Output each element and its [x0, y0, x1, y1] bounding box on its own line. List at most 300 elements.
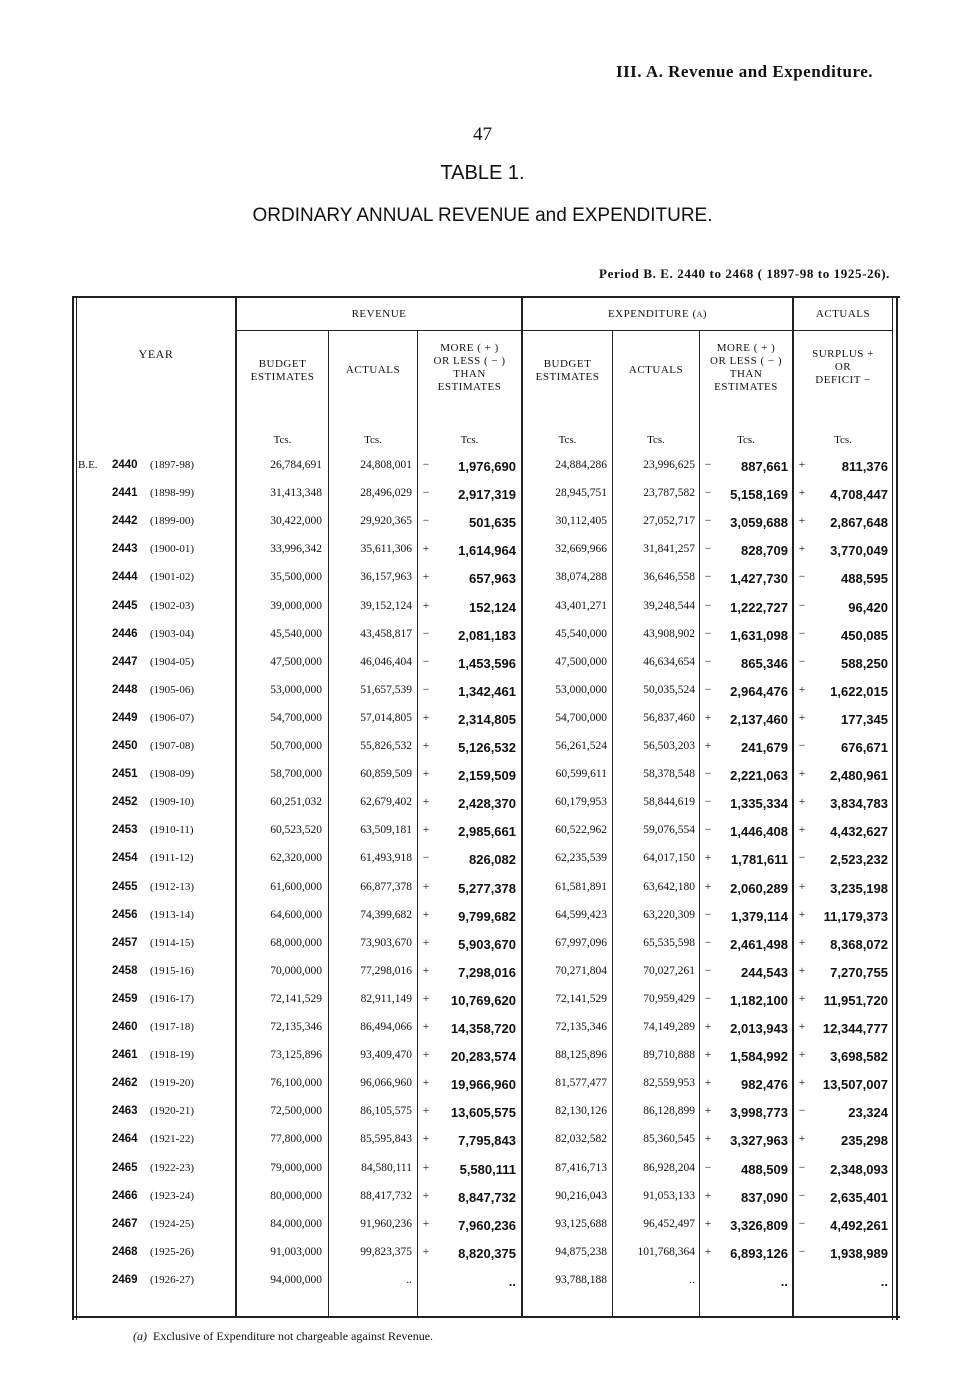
- table-row: [72, 1241, 900, 1269]
- expenditure-budget: 64,599,423: [555, 908, 607, 921]
- revenue-sign: −: [422, 627, 430, 640]
- year-be: 2447: [112, 655, 138, 668]
- surplus-sign: +: [798, 1133, 806, 1146]
- year-be: 2461: [112, 1049, 138, 1062]
- revenue-difference: 501,635: [469, 515, 516, 531]
- surplus-sign: +: [798, 964, 806, 977]
- year-be: 2445: [112, 599, 138, 612]
- revenue-sign: +: [422, 992, 430, 1005]
- expenditure-actual: 101,768,364: [637, 1245, 695, 1258]
- surplus-sign: +: [798, 1021, 806, 1033]
- year-be: 2446: [112, 627, 138, 640]
- surplus-deficit: ..: [880, 1273, 888, 1289]
- expenditure-actual: 56,837,460: [643, 711, 695, 724]
- revenue-budget: 62,320,000: [270, 852, 322, 865]
- unit-label: Tcs.: [737, 434, 755, 446]
- expenditure-actual: 31,841,257: [643, 543, 695, 556]
- revenue-actual: 55,826,532: [360, 740, 412, 752]
- revenue-difference: 7,298,016: [458, 964, 516, 980]
- col-group-actuals: ACTUALS: [815, 308, 871, 320]
- expenditure-difference: 2,137,460: [730, 711, 788, 727]
- revenue-actual: 60,859,509: [360, 768, 412, 781]
- surplus-sign: +: [798, 824, 806, 837]
- surplus-deficit: 450,085: [841, 627, 888, 643]
- expenditure-actual: 56,503,203: [643, 740, 695, 752]
- expenditure-difference: 1,584,992: [730, 1049, 788, 1065]
- revenue-budget: 91,003,000: [270, 1245, 322, 1258]
- revenue-budget: 61,600,000: [270, 880, 322, 893]
- revenue-difference: 2,917,319: [458, 487, 516, 503]
- surplus-deficit: 4,432,627: [830, 824, 888, 840]
- expenditure-budget: 47,500,000: [555, 655, 607, 668]
- revenue-sign: +: [422, 1189, 430, 1202]
- table-row: [72, 1213, 900, 1241]
- revenue-budget: 79,000,000: [270, 1161, 322, 1174]
- expenditure-actual: 82,559,953: [643, 1077, 695, 1090]
- year-be: 2441: [112, 487, 138, 500]
- surplus-deficit: 676,671: [841, 740, 888, 755]
- expenditure-difference: 1,446,408: [730, 824, 788, 840]
- expenditure-difference: 2,461,498: [730, 936, 788, 952]
- revenue-budget: 58,700,000: [270, 768, 322, 781]
- table-row: [72, 1100, 900, 1128]
- expenditure-budget: 81,577,477: [555, 1077, 607, 1090]
- surplus-sign: +: [798, 543, 806, 556]
- year-gregorian: (1914-15): [150, 936, 194, 949]
- col-rev-more-less: MORE ( + ) OR LESS ( − ) THAN ESTIMATES: [433, 342, 506, 393]
- revenue-sign: +: [422, 1161, 430, 1174]
- revenue-sign: +: [422, 964, 430, 977]
- year-gregorian: (1905-06): [150, 683, 194, 696]
- expenditure-sign: +: [704, 1217, 712, 1230]
- revenue-actual: 57,014,805: [360, 711, 412, 724]
- footnote: (a) Exclusive of Expenditure not chargeable against Revenue.: [133, 1329, 434, 1343]
- revenue-sign: +: [422, 936, 430, 949]
- year-be: 2442: [112, 515, 138, 528]
- expenditure-sign: −: [704, 824, 712, 837]
- expenditure-budget: 82,032,582: [555, 1133, 607, 1146]
- revenue-budget: 45,540,000: [270, 627, 322, 640]
- revenue-difference: 2,314,805: [458, 711, 516, 727]
- surplus-deficit: 2,348,093: [830, 1161, 888, 1177]
- table-row: [72, 791, 900, 819]
- revenue-budget: 35,500,000: [270, 571, 322, 584]
- expenditure-budget: 32,669,966: [555, 543, 607, 556]
- year-be: 2443: [112, 543, 138, 556]
- expenditure-budget: 38,074,288: [555, 571, 607, 584]
- revenue-sign: +: [422, 1245, 430, 1258]
- expenditure-sign: +: [704, 1077, 712, 1090]
- table-row: [72, 819, 900, 847]
- revenue-difference: 10,769,620: [450, 992, 516, 1008]
- revenue-sign: +: [422, 599, 430, 612]
- expenditure-difference: 2,964,476: [730, 683, 788, 699]
- surplus-deficit: 2,480,961: [830, 768, 888, 784]
- table-row: [72, 735, 900, 763]
- table-row: [72, 651, 900, 679]
- col-group-expenditure: EXPENDITURE (a): [607, 308, 708, 320]
- table-row: [72, 960, 900, 988]
- revenue-sign: +: [422, 571, 430, 584]
- expenditure-difference: 1,631,098: [730, 627, 788, 643]
- col-group-revenue: REVENUE: [351, 308, 407, 320]
- revenue-budget: 47,500,000: [270, 655, 322, 668]
- year-be: 2465: [112, 1161, 138, 1174]
- surplus-sign: +: [798, 908, 806, 921]
- revenue-difference: 5,126,532: [458, 740, 516, 755]
- table-row: [72, 707, 900, 735]
- expenditure-sign: −: [704, 459, 712, 471]
- revenue-budget: 84,000,000: [270, 1217, 322, 1230]
- expenditure-budget: 56,261,524: [555, 740, 607, 752]
- table-row: [72, 988, 900, 1016]
- expenditure-actual: 23,996,625: [643, 459, 695, 471]
- expenditure-budget: 60,522,962: [555, 824, 607, 837]
- expenditure-sign: −: [704, 599, 712, 612]
- revenue-sign: +: [422, 711, 430, 724]
- expenditure-budget: 45,540,000: [555, 627, 607, 640]
- table-row: [72, 932, 900, 960]
- revenue-budget: 70,000,000: [270, 964, 322, 977]
- unit-label: Tcs.: [460, 434, 479, 446]
- expenditure-sign: −: [704, 1161, 712, 1174]
- table-row: [72, 538, 900, 566]
- revenue-actual: 51,657,539: [360, 683, 412, 696]
- year-gregorian: (1916-17): [150, 992, 194, 1005]
- expenditure-sign: +: [704, 852, 712, 865]
- expenditure-difference: 1,222,727: [730, 599, 788, 615]
- expenditure-budget: 67,997,096: [555, 936, 607, 949]
- revenue-actual: 77,298,016: [360, 964, 412, 977]
- expenditure-actual: 23,787,582: [643, 487, 695, 500]
- revenue-sign: −: [422, 487, 430, 500]
- expenditure-difference: 3,059,688: [730, 515, 788, 531]
- revenue-budget: 31,413,348: [270, 487, 322, 500]
- year-gregorian: (1908-09): [150, 768, 194, 781]
- expenditure-actual: 86,928,204: [643, 1161, 695, 1174]
- surplus-sign: −: [798, 852, 806, 865]
- revenue-sign: +: [422, 796, 430, 809]
- revenue-difference: 19,966,960: [450, 1077, 516, 1093]
- year-be: 2464: [112, 1133, 138, 1146]
- expenditure-budget: 60,599,611: [555, 768, 607, 781]
- revenue-difference: 2,159,509: [458, 768, 516, 784]
- revenue-actual: 66,877,378: [360, 880, 412, 893]
- surplus-sign: +: [798, 515, 806, 528]
- surplus-sign: −: [798, 1105, 806, 1118]
- surplus-sign: +: [798, 487, 806, 500]
- revenue-sign: +: [422, 1105, 430, 1118]
- year-gregorian: (1913-14): [150, 908, 194, 921]
- expenditure-budget: 53,000,000: [555, 683, 607, 696]
- surplus-deficit: 488,595: [841, 571, 888, 587]
- table-row: [72, 763, 900, 791]
- revenue-sign: +: [422, 1049, 430, 1062]
- year-gregorian: (1899-00): [150, 515, 194, 528]
- expenditure-actual: 59,076,554: [643, 824, 695, 837]
- revenue-actual: 28,496,029: [360, 487, 412, 500]
- year-gregorian: (1909-10): [150, 796, 194, 809]
- expenditure-sign: −: [704, 683, 712, 696]
- year-gregorian: (1924-25): [150, 1217, 194, 1230]
- unit-label: Tcs.: [647, 434, 665, 446]
- revenue-difference: 657,963: [469, 571, 516, 587]
- revenue-difference: 2,985,661: [458, 824, 516, 840]
- surplus-deficit: 1,938,989: [830, 1245, 888, 1261]
- table-row: [72, 904, 900, 932]
- col-exp-actuals: ACTUALS: [628, 364, 684, 376]
- surplus-deficit: 588,250: [841, 655, 888, 671]
- expenditure-difference: 837,090: [741, 1189, 788, 1205]
- expenditure-sign: +: [704, 1245, 712, 1258]
- year-be: 2457: [112, 936, 138, 949]
- revenue-actual: 96,066,960: [360, 1077, 412, 1090]
- revenue-budget: 33,996,342: [270, 543, 322, 556]
- year-be: 2466: [112, 1189, 138, 1202]
- revenue-sign: +: [422, 543, 430, 556]
- expenditure-actual: 70,959,429: [643, 992, 695, 1005]
- revenue-actual: 99,823,375: [360, 1245, 412, 1258]
- revenue-difference: 7,795,843: [458, 1133, 516, 1149]
- surplus-deficit: 7,270,755: [830, 964, 888, 980]
- year-gregorian: (1920-21): [150, 1105, 194, 1118]
- expenditure-sign: +: [704, 880, 712, 893]
- col-exp-budget: BUDGET ESTIMATES: [535, 358, 600, 383]
- surplus-sign: −: [798, 571, 806, 584]
- surplus-sign: −: [798, 740, 806, 752]
- revenue-difference: 8,847,732: [458, 1189, 516, 1205]
- expenditure-difference: 5,158,169: [730, 487, 788, 503]
- table-row: [72, 1128, 900, 1156]
- revenue-difference: 14,358,720: [450, 1021, 516, 1036]
- revenue-expenditure-table: [72, 290, 900, 1320]
- revenue-budget: 54,700,000: [270, 711, 322, 724]
- expenditure-difference: 3,998,773: [730, 1105, 788, 1121]
- revenue-difference: 9,799,682: [458, 908, 516, 924]
- expenditure-budget: 70,271,804: [555, 964, 607, 977]
- year-be: 2458: [112, 964, 138, 977]
- revenue-sign: +: [422, 908, 430, 921]
- expenditure-sign: −: [704, 571, 712, 584]
- expenditure-actual: 86,128,899: [643, 1105, 695, 1118]
- surplus-deficit: 23,324: [848, 1105, 888, 1121]
- expenditure-budget: 28,945,751: [555, 487, 607, 500]
- expenditure-sign: −: [704, 796, 712, 809]
- year-be: 2463: [112, 1105, 138, 1118]
- revenue-sign: −: [422, 655, 430, 668]
- expenditure-difference: ..: [780, 1273, 788, 1289]
- year-gregorian: (1925-26): [150, 1245, 194, 1258]
- period-label: Period B. E. 2440 to 2468 ( 1897-98 to 1925-26).: [599, 266, 890, 281]
- expenditure-difference: 828,709: [741, 543, 788, 559]
- table-row: [72, 1072, 900, 1100]
- surplus-sign: +: [798, 1077, 806, 1090]
- section-title: III. A. Revenue and Expenditure.: [615, 62, 873, 81]
- expenditure-sign: −: [704, 655, 712, 668]
- expenditure-sign: +: [704, 1133, 712, 1146]
- expenditure-budget: 72,141,529: [555, 992, 607, 1005]
- revenue-actual: 35,611,306: [360, 543, 412, 556]
- col-rev-budget: BUDGET ESTIMATES: [250, 358, 315, 383]
- revenue-budget: 53,000,000: [270, 683, 322, 696]
- unit-label: Tcs.: [834, 434, 852, 446]
- revenue-actual: 24,808,001: [360, 459, 412, 471]
- revenue-difference: 8,820,375: [458, 1245, 516, 1261]
- expenditure-budget: 82,130,126: [555, 1105, 607, 1118]
- surplus-sign: +: [798, 768, 806, 781]
- revenue-actual: 88,417,732: [360, 1189, 412, 1202]
- expenditure-difference: 2,013,943: [730, 1021, 788, 1036]
- year-gregorian: (1901-02): [150, 571, 194, 584]
- surplus-deficit: 4,708,447: [830, 487, 888, 503]
- table-row: [72, 595, 900, 623]
- surplus-deficit: 96,420: [848, 599, 888, 615]
- expenditure-budget: 94,875,238: [555, 1245, 607, 1258]
- expenditure-actual: 74,149,289: [643, 1021, 695, 1033]
- table-row: [72, 482, 900, 510]
- surplus-sign: +: [798, 1049, 806, 1062]
- year-gregorian: (1898-99): [150, 487, 194, 500]
- year-be: 2460: [112, 1021, 138, 1033]
- year-be: 2453: [112, 824, 138, 837]
- revenue-difference: 5,903,670: [458, 936, 516, 952]
- year-gregorian: (1900-01): [150, 543, 194, 556]
- expenditure-difference: 982,476: [741, 1077, 788, 1093]
- year-gregorian: (1922-23): [150, 1161, 194, 1174]
- surplus-deficit: 3,834,783: [830, 796, 888, 812]
- surplus-deficit: 11,179,373: [823, 908, 888, 924]
- expenditure-budget: 24,884,286: [555, 459, 607, 471]
- table-label: TABLE 1.: [440, 162, 525, 184]
- revenue-sign: +: [422, 1077, 430, 1090]
- surplus-deficit: 12,344,777: [822, 1021, 888, 1036]
- year-be: 2454: [112, 852, 138, 865]
- revenue-budget: 80,000,000: [270, 1189, 322, 1202]
- revenue-sign: −: [422, 683, 430, 696]
- expenditure-budget: 87,416,713: [555, 1161, 607, 1174]
- expenditure-actual: 43,908,902: [643, 627, 695, 640]
- surplus-deficit: 4,492,261: [830, 1217, 888, 1233]
- expenditure-actual: 64,017,150: [643, 852, 695, 865]
- year-gregorian: (1904-05): [150, 655, 194, 668]
- revenue-actual: 93,409,470: [360, 1049, 412, 1062]
- expenditure-sign: +: [704, 1189, 712, 1202]
- table-row: [72, 1044, 900, 1072]
- surplus-deficit: 3,698,582: [830, 1049, 888, 1065]
- revenue-budget: 73,125,896: [270, 1049, 322, 1062]
- revenue-budget: 76,100,000: [270, 1077, 322, 1090]
- expenditure-sign: +: [704, 1021, 712, 1033]
- unit-label: Tcs.: [364, 434, 382, 446]
- revenue-sign: +: [422, 740, 430, 752]
- surplus-deficit: 177,345: [841, 711, 888, 727]
- surplus-deficit: 2,867,648: [830, 515, 888, 531]
- table-title: ORDINARY ANNUAL REVENUE and EXPENDITURE.: [252, 205, 713, 226]
- revenue-budget: 60,251,032: [270, 796, 322, 809]
- year-be: 2451: [112, 768, 138, 781]
- revenue-difference: 1,342,461: [458, 683, 516, 699]
- revenue-actual: 63,509,181: [360, 824, 412, 837]
- expenditure-budget: 88,125,896: [555, 1049, 607, 1062]
- revenue-budget: 30,422,000: [270, 515, 322, 528]
- surplus-deficit: 8,368,072: [830, 936, 888, 952]
- surplus-sign: −: [798, 1217, 806, 1230]
- expenditure-difference: 3,327,963: [730, 1133, 788, 1149]
- revenue-difference: 2,081,183: [458, 627, 516, 643]
- surplus-deficit: 1,622,015: [830, 683, 888, 699]
- expenditure-budget: 60,179,953: [555, 796, 607, 809]
- surplus-sign: −: [798, 655, 806, 668]
- surplus-sign: +: [798, 796, 806, 809]
- expenditure-difference: 244,543: [741, 964, 788, 980]
- expenditure-actual: 96,452,497: [643, 1217, 695, 1230]
- revenue-difference: 5,277,378: [458, 880, 516, 896]
- year-be: 2450: [112, 740, 138, 752]
- year-be: 2456: [112, 908, 138, 921]
- revenue-actual: 43,458,817: [360, 627, 412, 640]
- expenditure-difference: 488,509: [741, 1161, 788, 1177]
- revenue-actual: 39,152,124: [360, 599, 412, 612]
- expenditure-actual: 36,646,558: [643, 571, 695, 584]
- expenditure-actual: 39,248,544: [643, 599, 695, 612]
- revenue-actual: 62,679,402: [360, 796, 412, 809]
- table-row: [72, 679, 900, 707]
- expenditure-sign: −: [704, 515, 712, 528]
- revenue-actual: 86,105,575: [360, 1105, 412, 1118]
- expenditure-sign: −: [704, 627, 712, 640]
- expenditure-difference: 2,060,289: [730, 880, 788, 896]
- table-row: [72, 1016, 900, 1044]
- year-be: 2455: [112, 880, 138, 893]
- year-gregorian: (1919-20): [150, 1077, 194, 1090]
- revenue-difference: ..: [508, 1273, 516, 1289]
- expenditure-sign: −: [704, 964, 712, 977]
- expenditure-actual: 50,035,524: [643, 683, 695, 696]
- expenditure-actual: ..: [689, 1273, 695, 1286]
- year-gregorian: (1926-27): [150, 1273, 194, 1286]
- surplus-deficit: 811,376: [841, 459, 888, 474]
- expenditure-difference: 241,679: [741, 740, 788, 755]
- surplus-sign: +: [798, 880, 806, 893]
- surplus-sign: −: [798, 1189, 806, 1202]
- expenditure-sign: −: [704, 936, 712, 949]
- year-be: 2444: [112, 571, 138, 584]
- year-be: 2467: [112, 1217, 138, 1230]
- revenue-difference: 1,453,596: [458, 655, 516, 671]
- surplus-sign: +: [798, 936, 806, 949]
- year-gregorian: (1897-98): [150, 459, 194, 471]
- revenue-actual: 29,920,365: [360, 515, 412, 528]
- table-row: [72, 1157, 900, 1185]
- year-be: 2449: [112, 711, 138, 724]
- year-be: 2469: [112, 1273, 138, 1286]
- revenue-budget: 72,141,529: [270, 992, 322, 1005]
- revenue-actual: 61,493,918: [360, 852, 412, 865]
- expenditure-actual: 58,844,619: [643, 796, 695, 809]
- revenue-sign: +: [422, 768, 430, 781]
- revenue-budget: 72,135,346: [270, 1021, 322, 1033]
- revenue-difference: 7,960,236: [458, 1217, 516, 1233]
- table-row: [72, 510, 900, 538]
- expenditure-budget: 43,401,271: [555, 599, 607, 612]
- expenditure-budget: 54,700,000: [555, 711, 607, 724]
- surplus-deficit: 2,523,232: [830, 852, 888, 868]
- revenue-budget: 39,000,000: [270, 599, 322, 612]
- expenditure-difference: 887,661: [741, 459, 788, 474]
- revenue-difference: 1,976,690: [458, 459, 516, 474]
- expenditure-actual: 91,053,133: [643, 1189, 695, 1202]
- expenditure-sign: −: [704, 543, 712, 556]
